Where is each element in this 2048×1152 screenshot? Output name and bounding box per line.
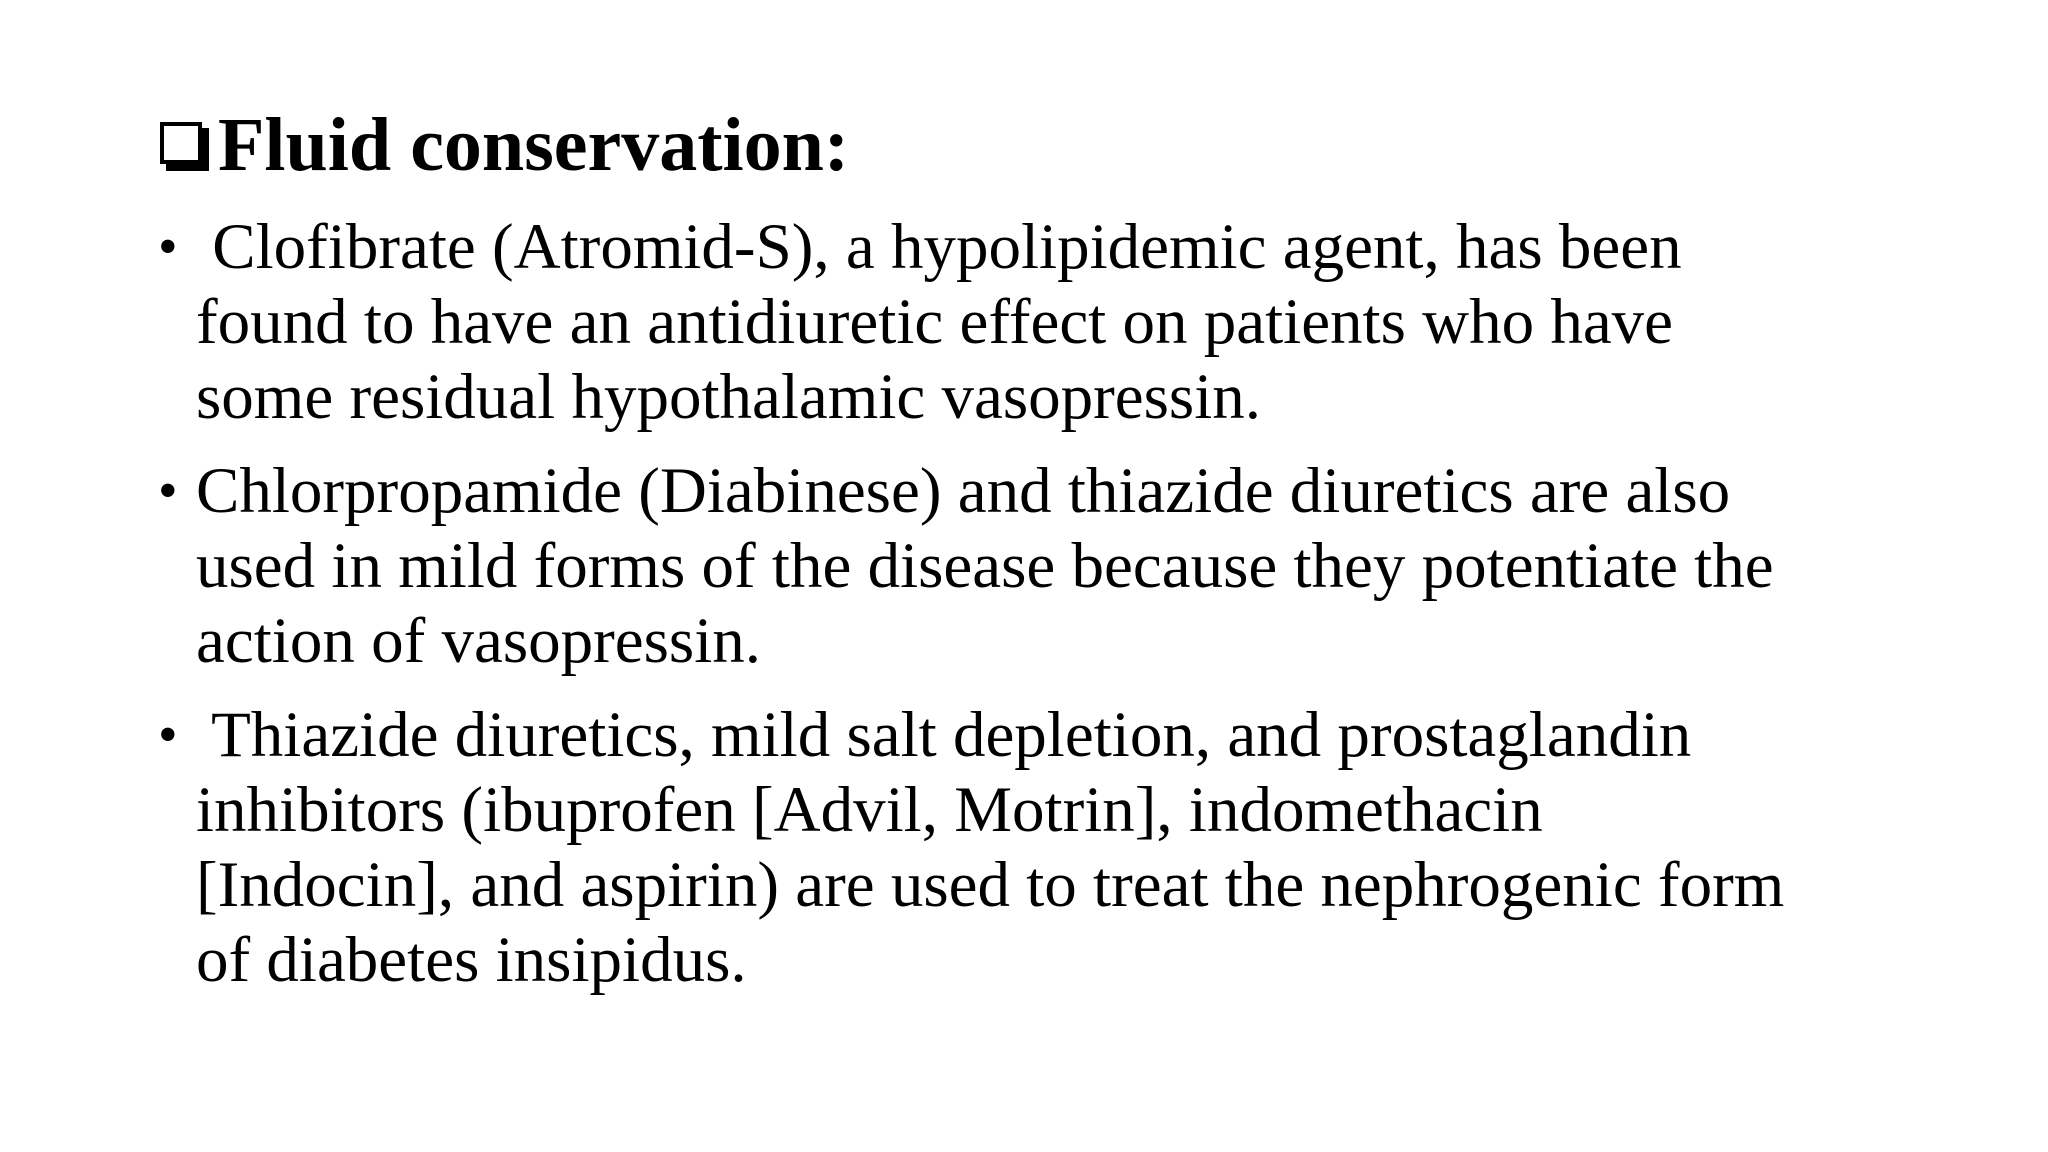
- bullet-line: Thiazide diuretics, mild salt depletion, and prostaglandin: [196, 699, 1692, 771]
- bullet-line: action of vasopressin.: [196, 605, 762, 677]
- bullet-line: used in mild forms of the disease because they potentiate the: [196, 530, 1774, 602]
- bullet-line: of diabetes insipidus.: [196, 924, 747, 996]
- bullet-dot: •: [158, 460, 178, 522]
- bullet-line: some residual hypothalamic vasopressin.: [196, 361, 1262, 433]
- bullet-line: Clofibrate (Atromid-S), a hypolipidemic agent, has been: [196, 211, 1682, 283]
- bullet-item-thiazide: [158, 698, 1918, 998]
- bullet-line: inhibitors (ibuprofen [Advil, Motrin], indomethacin: [196, 774, 1543, 846]
- bullet-dot: •: [158, 704, 178, 766]
- bullet-line: [Indocin], and aspirin) are used to treat the nephrogenic form: [196, 849, 1785, 921]
- bullet-item-clofibrate: [158, 210, 1918, 435]
- bullet-item-chlorpropamide: [158, 454, 1918, 679]
- slide-heading: [160, 100, 849, 190]
- bullet-line: Chlorpropamide (Diabinese) and thiazide diuretics are also: [196, 455, 1731, 527]
- bullet-dot: •: [158, 216, 178, 278]
- bullet-line: found to have an antidiuretic effect on patients who have: [196, 286, 1674, 358]
- checkbox-icon: [160, 122, 212, 174]
- bullet-list: [158, 210, 1918, 1017]
- heading-text: Fluid conservation:: [218, 103, 850, 187]
